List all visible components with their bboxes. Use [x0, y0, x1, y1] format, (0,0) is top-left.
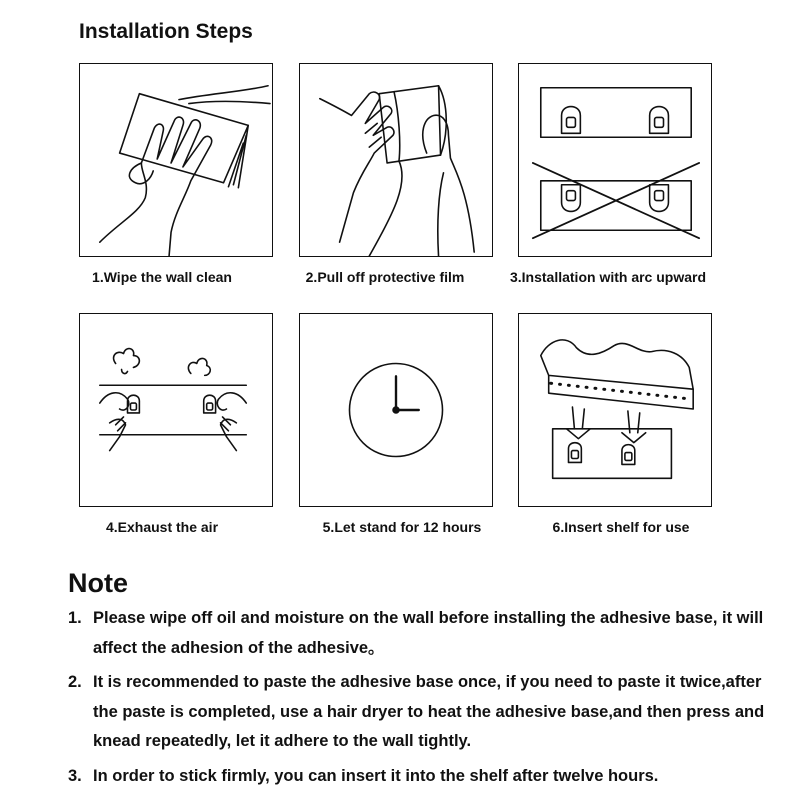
step-5-caption: 5.Let stand for 12 hours	[322, 519, 482, 535]
hand-wiping-wall-icon	[80, 64, 272, 256]
note-heading: Note	[68, 568, 128, 598]
step-3-caption: 3.Installation with arc upward	[509, 269, 707, 285]
note-item-number: 2.	[68, 673, 82, 691]
step-5-illustration	[299, 313, 493, 507]
note-list	[68, 604, 768, 796]
step-1-illustration	[79, 63, 273, 257]
note-item-text: In order to stick firmly, you can insert it into the shelf after twelve hours.	[93, 766, 659, 785]
press-out-air-icon	[80, 314, 272, 506]
step-2-caption: 2.Pull off protective film	[305, 269, 465, 285]
peel-film-icon	[300, 64, 492, 256]
insert-shelf-icon	[519, 314, 711, 506]
note-item-number: 1.	[68, 609, 82, 627]
step-4-illustration	[79, 313, 273, 507]
note-item-text: It is recommended to paste the adhesive base once, if you need to paste it twice,after the paste is completed, use a hair dryer to heat the adhesive base,and then press and knead repeatedly, let it adhere to the wall tightly.	[93, 673, 765, 750]
arc-orientation-icon	[519, 64, 711, 256]
note-item	[68, 604, 768, 663]
note-item	[68, 668, 768, 757]
step-2-illustration	[299, 63, 493, 257]
note-item-text: Please wipe off oil and moisture on the wall before installing the adhesive base, it will affect the adhesion of the adhesive。	[93, 609, 764, 657]
step-6-illustration	[518, 313, 712, 507]
step-1-caption: 1.Wipe the wall clean	[92, 269, 232, 285]
page-title: Installation Steps	[79, 20, 253, 43]
step-3-illustration	[518, 63, 712, 257]
note-item-number: 3.	[68, 766, 82, 785]
step-4-caption: 4.Exhaust the air	[105, 519, 219, 535]
clock-icon	[300, 314, 492, 506]
step-6-caption: 6.Insert shelf for use	[552, 519, 690, 535]
note-item	[68, 762, 768, 792]
